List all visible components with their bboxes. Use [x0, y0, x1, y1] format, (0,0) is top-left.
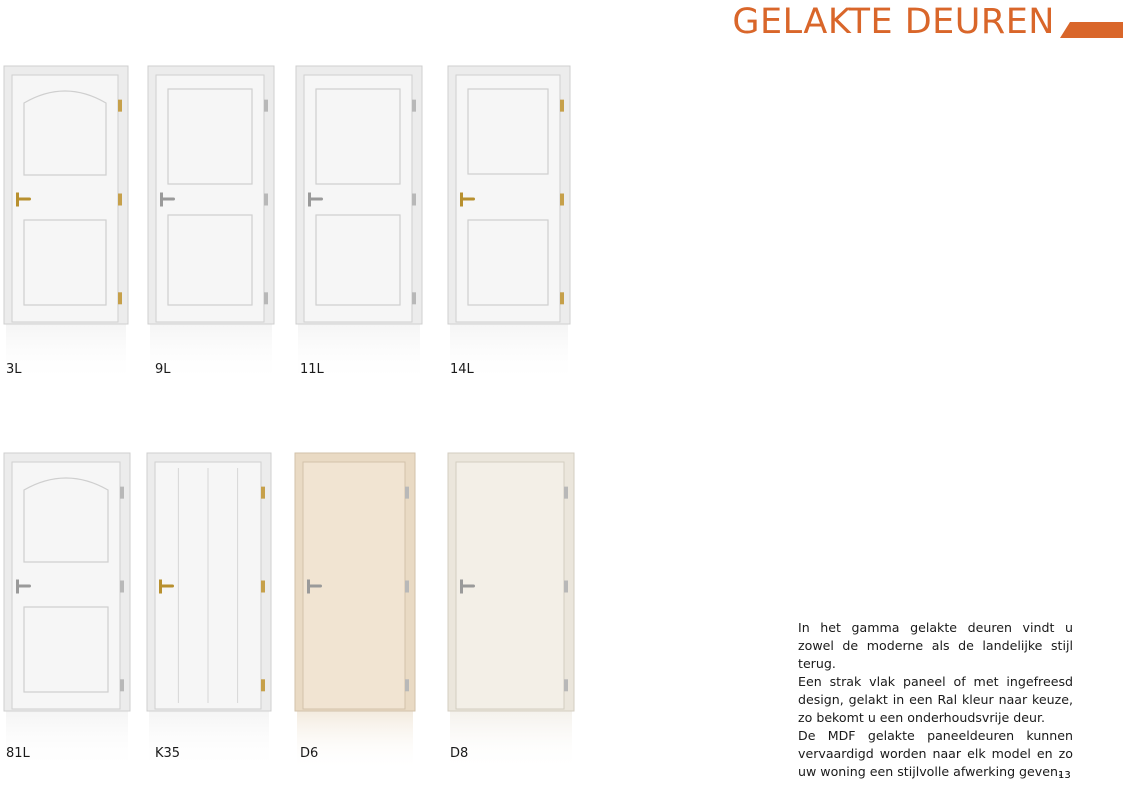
hinge-icon	[120, 581, 124, 593]
door-card	[4, 453, 130, 771]
door-card	[4, 66, 128, 386]
hinge-icon	[405, 679, 409, 691]
door-handle-icon	[160, 585, 174, 588]
description-paragraph: De MDF gelakte paneeldeuren kunnen vervaardigd worden naar elk model en zo uw woning een stijlvolle afwerking geven.	[798, 728, 1073, 779]
door-reflection	[6, 711, 128, 771]
hinge-icon	[118, 194, 122, 206]
door-label: 11L	[300, 362, 324, 377]
door-handle-icon	[461, 585, 475, 588]
hinge-icon	[412, 194, 416, 206]
hinge-icon	[118, 292, 122, 304]
door-label: 3L	[6, 362, 22, 377]
door-card	[448, 453, 574, 771]
description-paragraph: In het gamma gelakte deuren vindt u zowel de moderne als de landelijke stijl terug.	[798, 620, 1073, 671]
description-paragraph: Een strak vlak paneel of met ingefreesd design, gelakt in een Ral kleur naar keuze, zo bekomt u een onderhoudsvrije deur.	[798, 674, 1073, 725]
door-image	[296, 66, 422, 386]
door-image	[4, 66, 128, 386]
hinge-icon	[564, 679, 568, 691]
hinge-icon	[261, 487, 265, 499]
hinge-icon	[412, 292, 416, 304]
door-handle-icon	[461, 198, 475, 201]
title-accent-bar	[1060, 22, 1123, 38]
door-handle-icon	[161, 198, 175, 201]
door-reflection	[149, 711, 269, 771]
page-title: GELAKTE DEUREN	[732, 2, 1055, 42]
hinge-icon	[560, 100, 564, 112]
hinge-icon	[261, 581, 265, 593]
door-image	[448, 66, 570, 386]
description-text	[798, 619, 1073, 781]
door-card	[295, 453, 415, 771]
hinge-icon	[412, 100, 416, 112]
door-label: 81L	[6, 746, 30, 761]
door-image	[4, 453, 130, 771]
door-reflection	[6, 324, 126, 384]
door-card	[296, 66, 422, 386]
hinge-icon	[564, 581, 568, 593]
door-handle-icon	[309, 198, 323, 201]
door-image	[448, 453, 574, 771]
door-label: K35	[155, 746, 181, 761]
door-card	[147, 453, 271, 771]
hinge-icon	[405, 581, 409, 593]
page-number: 13	[1058, 770, 1071, 781]
door-label: 9L	[155, 362, 171, 377]
door-card	[448, 66, 570, 386]
hinge-icon	[120, 679, 124, 691]
hinge-icon	[261, 679, 265, 691]
door-handle-icon	[17, 585, 31, 588]
door-handle-icon	[17, 198, 31, 201]
door-card	[148, 66, 274, 386]
hinge-icon	[264, 100, 268, 112]
door-image	[148, 66, 274, 386]
hinge-icon	[264, 292, 268, 304]
hinge-icon	[560, 292, 564, 304]
door-image	[295, 453, 415, 771]
door-reflection	[450, 711, 572, 771]
door-label: D6	[300, 746, 319, 761]
hinge-icon	[560, 194, 564, 206]
hinge-icon	[118, 100, 122, 112]
hinge-icon	[564, 487, 568, 499]
hinge-icon	[264, 194, 268, 206]
door-reflection	[297, 711, 413, 771]
door-handle-icon	[308, 585, 322, 588]
door-label: 14L	[450, 362, 474, 377]
door-label: D8	[450, 746, 469, 761]
door-image	[147, 453, 271, 771]
hinge-icon	[120, 487, 124, 499]
hinge-icon	[405, 487, 409, 499]
